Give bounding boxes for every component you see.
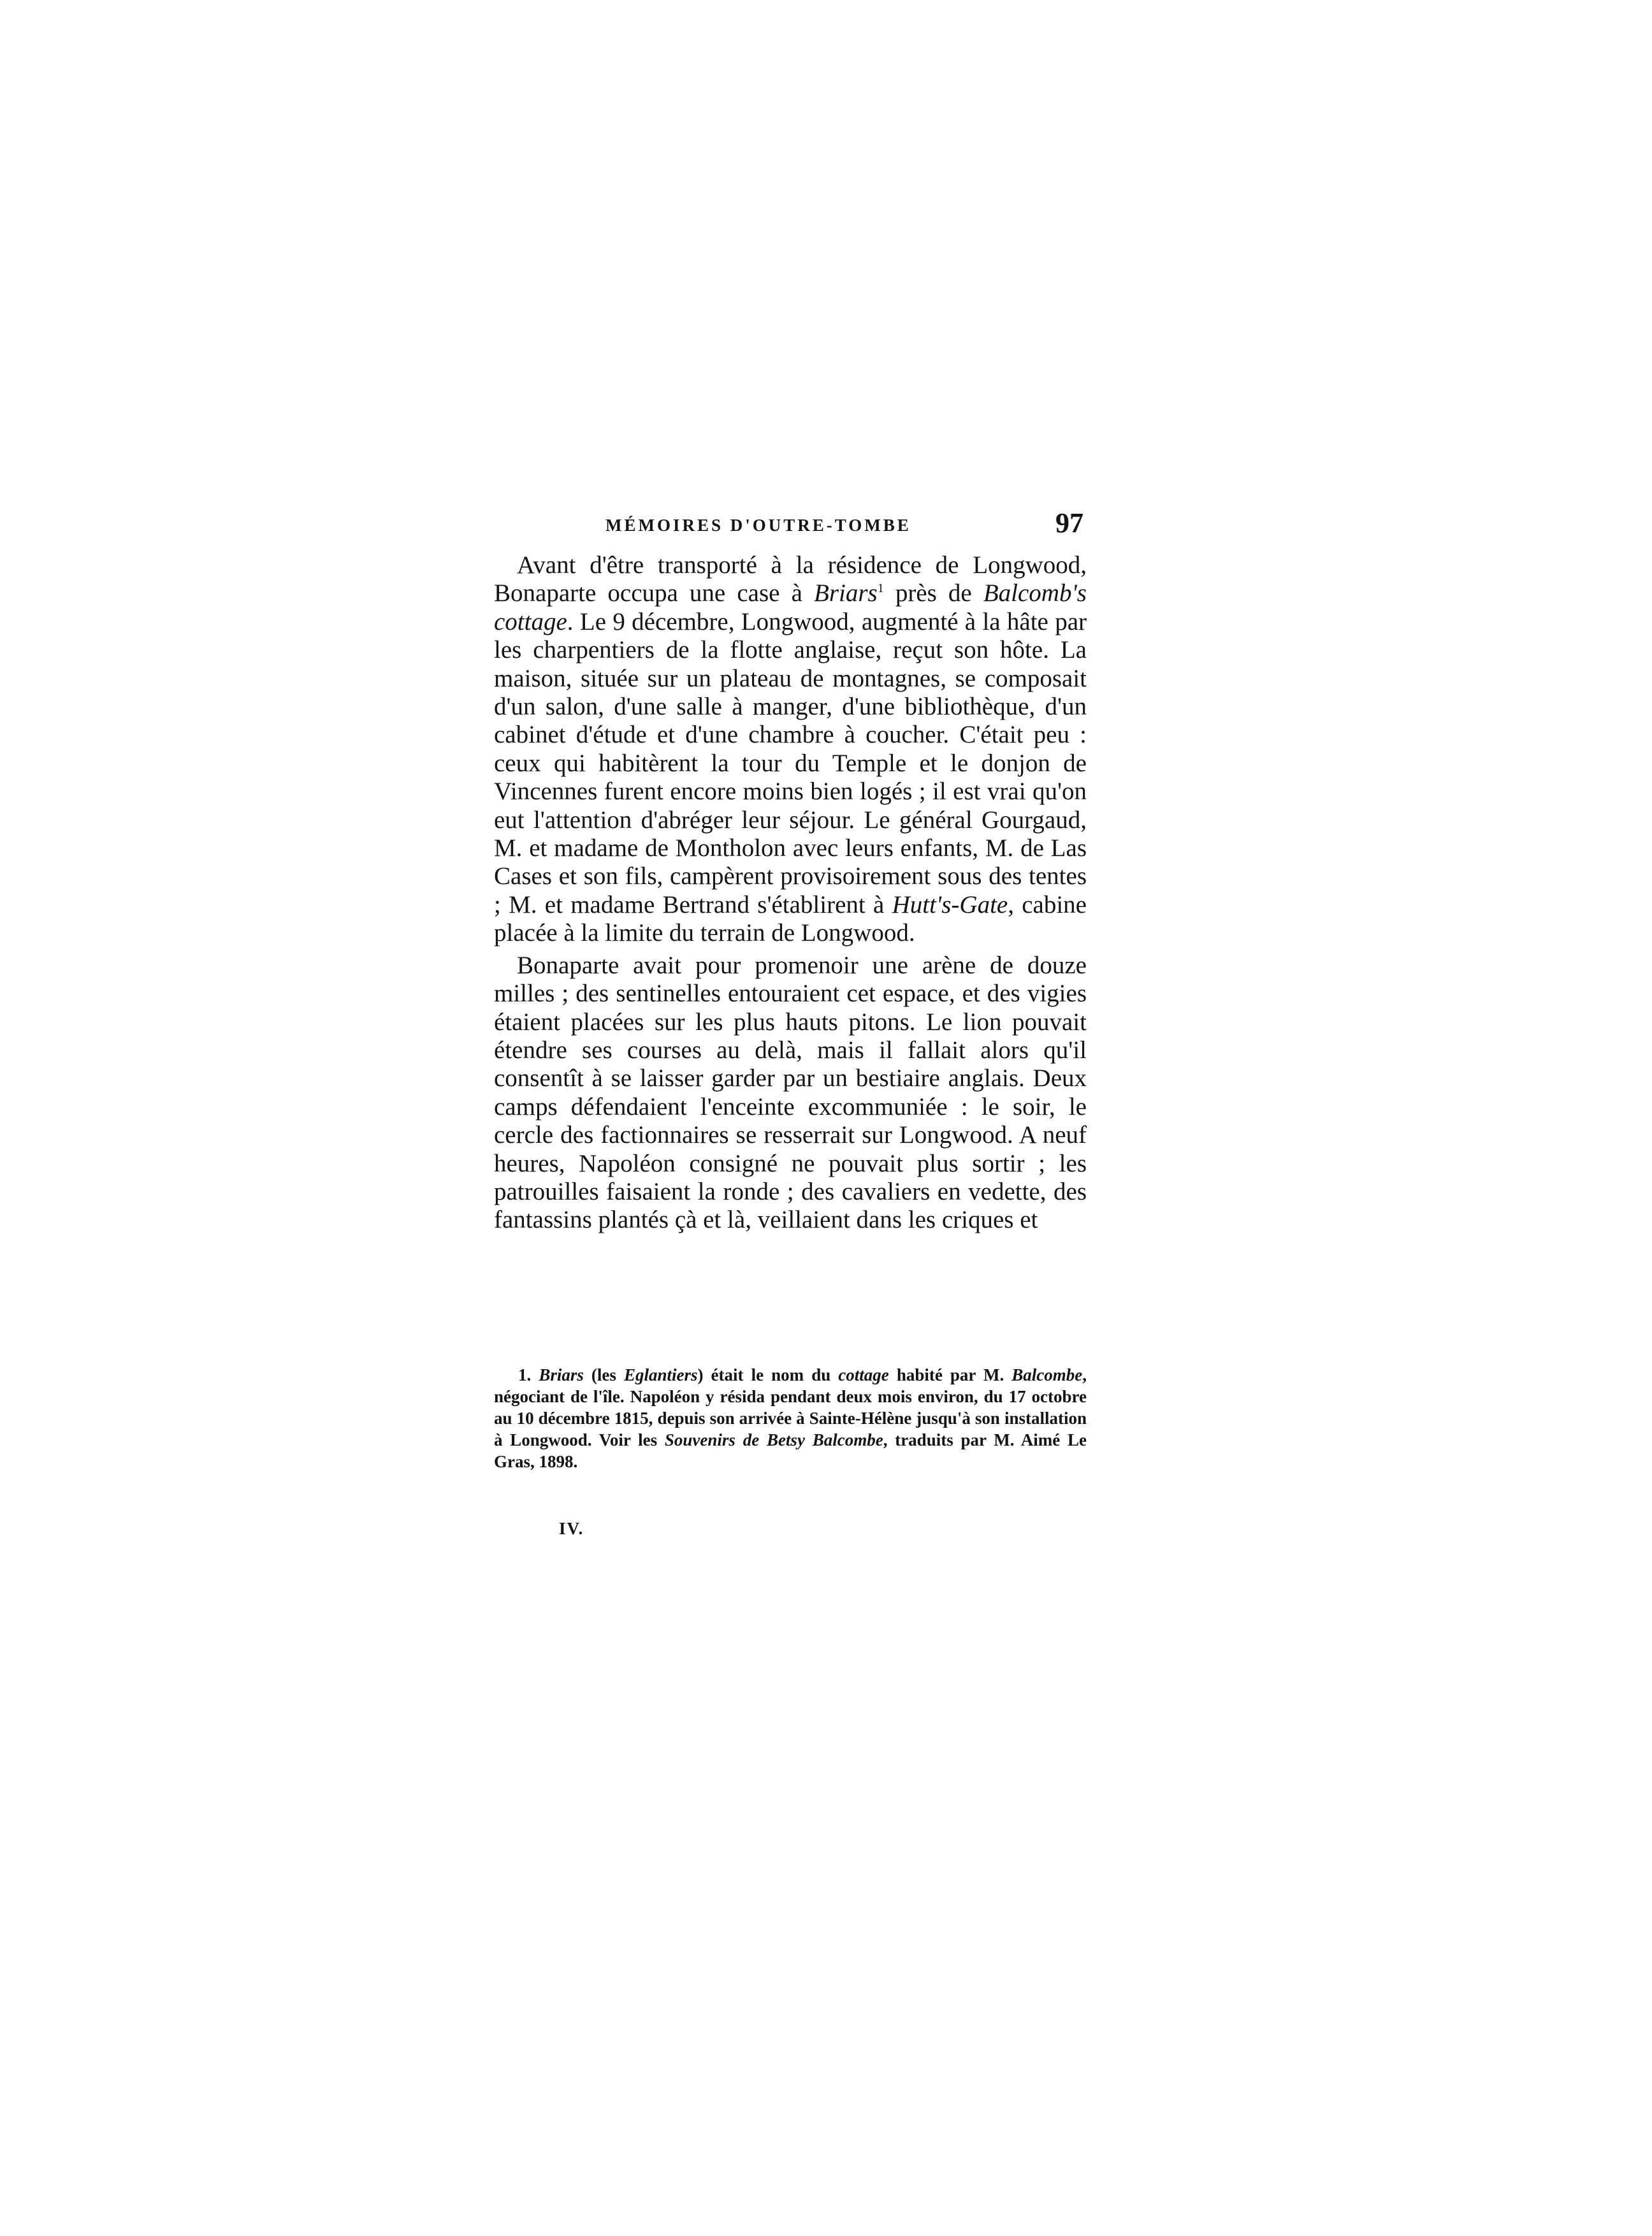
running-title: MÉMOIRES D'OUTRE-TOMBE xyxy=(605,516,911,535)
footnote-reference: 1 xyxy=(877,581,884,596)
paragraph-1 xyxy=(494,551,1087,948)
paragraph-1-italic-cottage: Balcomb's cottage xyxy=(494,579,1087,635)
footnote xyxy=(494,1364,1087,1472)
paragraph-1-part-c: . Le 9 décembre, Longwood, augmenté à la hâte par les charpentiers de la flotte anglaise, reçut son hôte. La maison, située sur un plateau de montagnes, se composait d'un salon, d'une salle à manger, d'une bibliothèque, d'un cabinet d'étude et d'une chambre à coucher. C'était peu : ceux qui habitèrent la tour du Temple et le donjon de Vincennes furent encore moins bien logés ; il est vrai qu'on eut l'attention d'abréger leur séjour. Le général Gourgaud, M. et madame de Montholon avec leurs enfants, M. de Las Cases et son fils, campèrent provisoirement sous des tentes ; M. et madame Bertrand s'établirent à xyxy=(494,607,1087,918)
paragraph-1-italic-briars: Briars xyxy=(814,579,878,607)
footnote-part-d: , négociant de l'île. Napoléon y résida pendant deux mois environ, du 17 octobre au 10 décembre 1815, depuis son arrivée à Sainte-Hélène jusqu'à son installation à Longwood. Voir les xyxy=(494,1365,1087,1449)
paragraph-1-italic-hutts-gate: Hutt's-Gate xyxy=(892,890,1008,918)
paragraph-1-part-a: Avant d'être transporté à la résidence de Longwood, Bonaparte occupa une case à xyxy=(494,551,1087,607)
footnote-part-e: , traduits par M. Aimé Le Gras, 1898. xyxy=(494,1430,1087,1471)
body-text xyxy=(494,551,1087,1238)
footnote-italic-eglantiers: Eglantiers xyxy=(623,1365,698,1384)
footnote-italic-souvenirs: Souvenirs de Betsy Balcombe xyxy=(664,1430,883,1449)
page-number: 97 xyxy=(1055,507,1083,539)
footnote-part-b: ) était le nom du xyxy=(697,1365,839,1384)
footnote-part-a: (les xyxy=(583,1365,624,1384)
running-head xyxy=(494,507,1109,545)
paragraph-1-part-b: près de xyxy=(883,579,983,607)
paragraph-1-part-d: , cabine placée à la limite du terrain de Longwood. xyxy=(494,890,1087,947)
paragraph-2: Bonaparte avait pour promenoir une arène de douze milles ; des sentinelles entouraient cet espace, et des vigies étaient placées sur les plus hauts pitons. Le lion pouvait étendre ses courses au delà, mais il fallait alors qu'il consentît à se laisser garder par un bestiaire anglais. Deux camps défendaient l'enceinte excommuniée : le soir, le cercle des factionnaires se resserrait sur Longwood. A neuf heures, Napoléon consigné ne pouvait plus sortir ; les patrouilles faisaient la ronde ; des cavaliers en vedette, des fantassins plantés çà et là, veillaient dans les criques et xyxy=(494,951,1087,1234)
footnote-italic-balcombe: Balcombe xyxy=(1011,1365,1083,1384)
footnote-italic-cottage: cottage xyxy=(838,1365,889,1384)
footnote-italic-briars: Briars xyxy=(539,1365,584,1384)
footnote-part-c: habité par M. xyxy=(888,1365,1012,1384)
footnote-marker: 1. xyxy=(518,1365,539,1384)
signature-mark: IV. xyxy=(559,1519,584,1538)
